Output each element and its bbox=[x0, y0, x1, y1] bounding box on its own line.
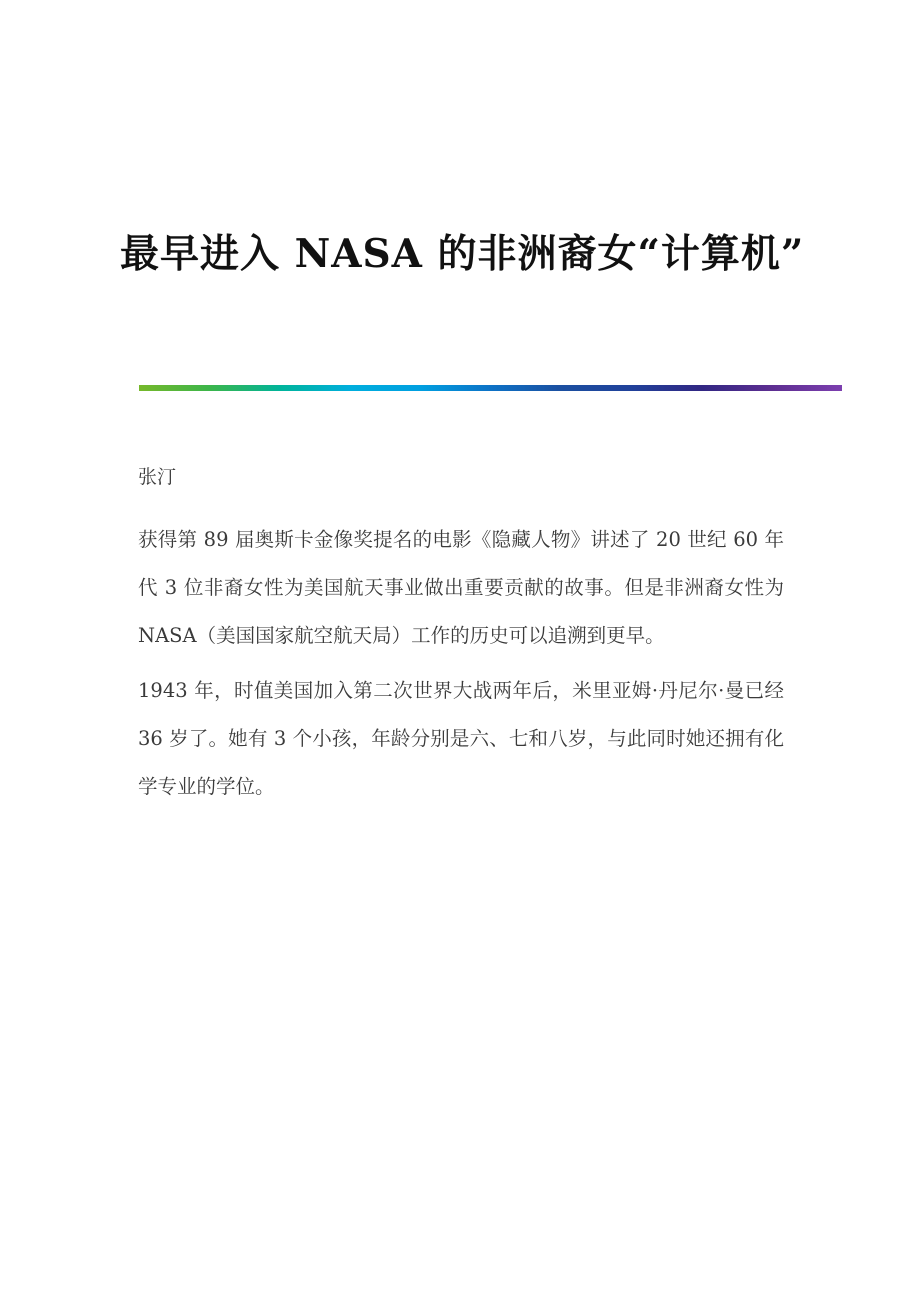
article-body bbox=[138, 516, 784, 811]
author-name: 张汀 bbox=[138, 466, 177, 488]
page-title: 最早进入 NASA 的非洲裔女“计算机” bbox=[120, 231, 805, 278]
article-paragraph: 获得第 89 届奥斯卡金像奖提名的电影《隐藏人物》讲述了 20 世纪 60 年代 3 位非裔女性为美国航天事业做出重要贡献的故事。但是非洲裔女性为 NASA（美国国家航空航天局）工作的历史可以追溯到更早。 bbox=[138, 528, 784, 647]
title-divider bbox=[139, 385, 842, 391]
article-paragraph: 1943 年，时值美国加入第二次世界大战两年后，米里亚姆·丹尼尔·曼已经 36 岁了。她有 3 个小孩，年龄分别是六、七和八岁，与此同时她还拥有化学专业的学位。 bbox=[138, 679, 784, 798]
